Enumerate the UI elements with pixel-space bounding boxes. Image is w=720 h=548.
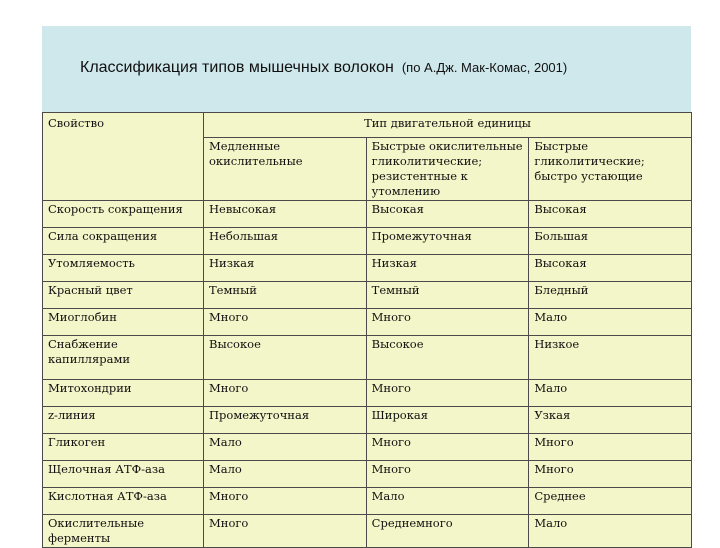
value-cell: Низкая [366,255,529,282]
value-cell: Широкая [366,407,529,434]
value-cell: Много [366,309,529,336]
value-cell: Среднее [529,488,692,515]
table-row [43,228,692,255]
value-cell: Невысокая [204,201,367,228]
property-cell: Миоглобин [43,309,204,336]
property-cell: Щелочная АТФ-аза [43,461,204,488]
value-cell: Много [204,380,367,407]
table-row [43,201,692,228]
value-cell: Высокая [366,201,529,228]
value-cell: Небольшая [204,228,367,255]
value-cell: Среднемного [366,515,529,548]
table-row [43,488,692,515]
property-cell: Снабжение капиллярами [43,336,204,380]
value-cell: Много [529,461,692,488]
value-cell: Много [366,434,529,461]
slide-title [80,59,567,77]
table-row [43,515,692,548]
value-cell: Мало [529,515,692,548]
table-row [43,407,692,434]
value-cell: Мало [529,309,692,336]
value-cell: Темный [204,282,367,309]
value-cell: Высокое [366,336,529,380]
property-cell: Сила сокращения [43,228,204,255]
value-cell: Промежуточная [204,407,367,434]
value-cell: Много [204,515,367,548]
value-cell: Темный [366,282,529,309]
title-text: Классификация типов мышечных волокон [80,59,394,76]
column-header-fast-oxidative-glycolytic: Быстрые окислительные гликолитические; резистентные к утомлению [366,138,529,201]
table-row [43,336,692,380]
table-row [43,434,692,461]
value-cell: Мало [366,488,529,515]
value-cell: Много [366,461,529,488]
value-cell: Мало [204,461,367,488]
property-cell: Гликоген [43,434,204,461]
table-row [43,282,692,309]
value-cell: Высокое [204,336,367,380]
value-cell: Промежуточная [366,228,529,255]
value-cell: Высокая [529,201,692,228]
value-cell: Много [204,488,367,515]
table-body [43,113,692,548]
table-row [43,255,692,282]
property-cell: Окислительные ферменты [43,515,204,548]
fiber-classification-table [42,112,692,548]
table-row [43,309,692,336]
value-cell: Много [529,434,692,461]
value-cell: Много [204,309,367,336]
property-cell: Кислотная АТФ-аза [43,488,204,515]
group-header: Тип двигательной единицы [204,113,692,138]
value-cell: Много [366,380,529,407]
property-cell: Красный цвет [43,282,204,309]
header-row-1 [43,113,692,138]
table-row [43,380,692,407]
table-row [43,461,692,488]
value-cell: Мало [204,434,367,461]
value-cell: Бледный [529,282,692,309]
value-cell: Мало [529,380,692,407]
property-cell: Утомляемость [43,255,204,282]
value-cell: Низкая [204,255,367,282]
property-cell: Скорость сокращения [43,201,204,228]
column-header-fast-glycolytic: Быстрые гликолитические; быстро устающие [529,138,692,201]
property-cell: z-линия [43,407,204,434]
column-header-slow-oxidative: Медленные окислительные [204,138,367,201]
property-cell: Митохондрии [43,380,204,407]
value-cell: Узкая [529,407,692,434]
value-cell: Низкое [529,336,692,380]
value-cell: Большая [529,228,692,255]
value-cell: Высокая [529,255,692,282]
title-author: (по А.Дж. Мак-Комас, 2001) [401,60,568,75]
property-header: Свойство [43,113,204,201]
